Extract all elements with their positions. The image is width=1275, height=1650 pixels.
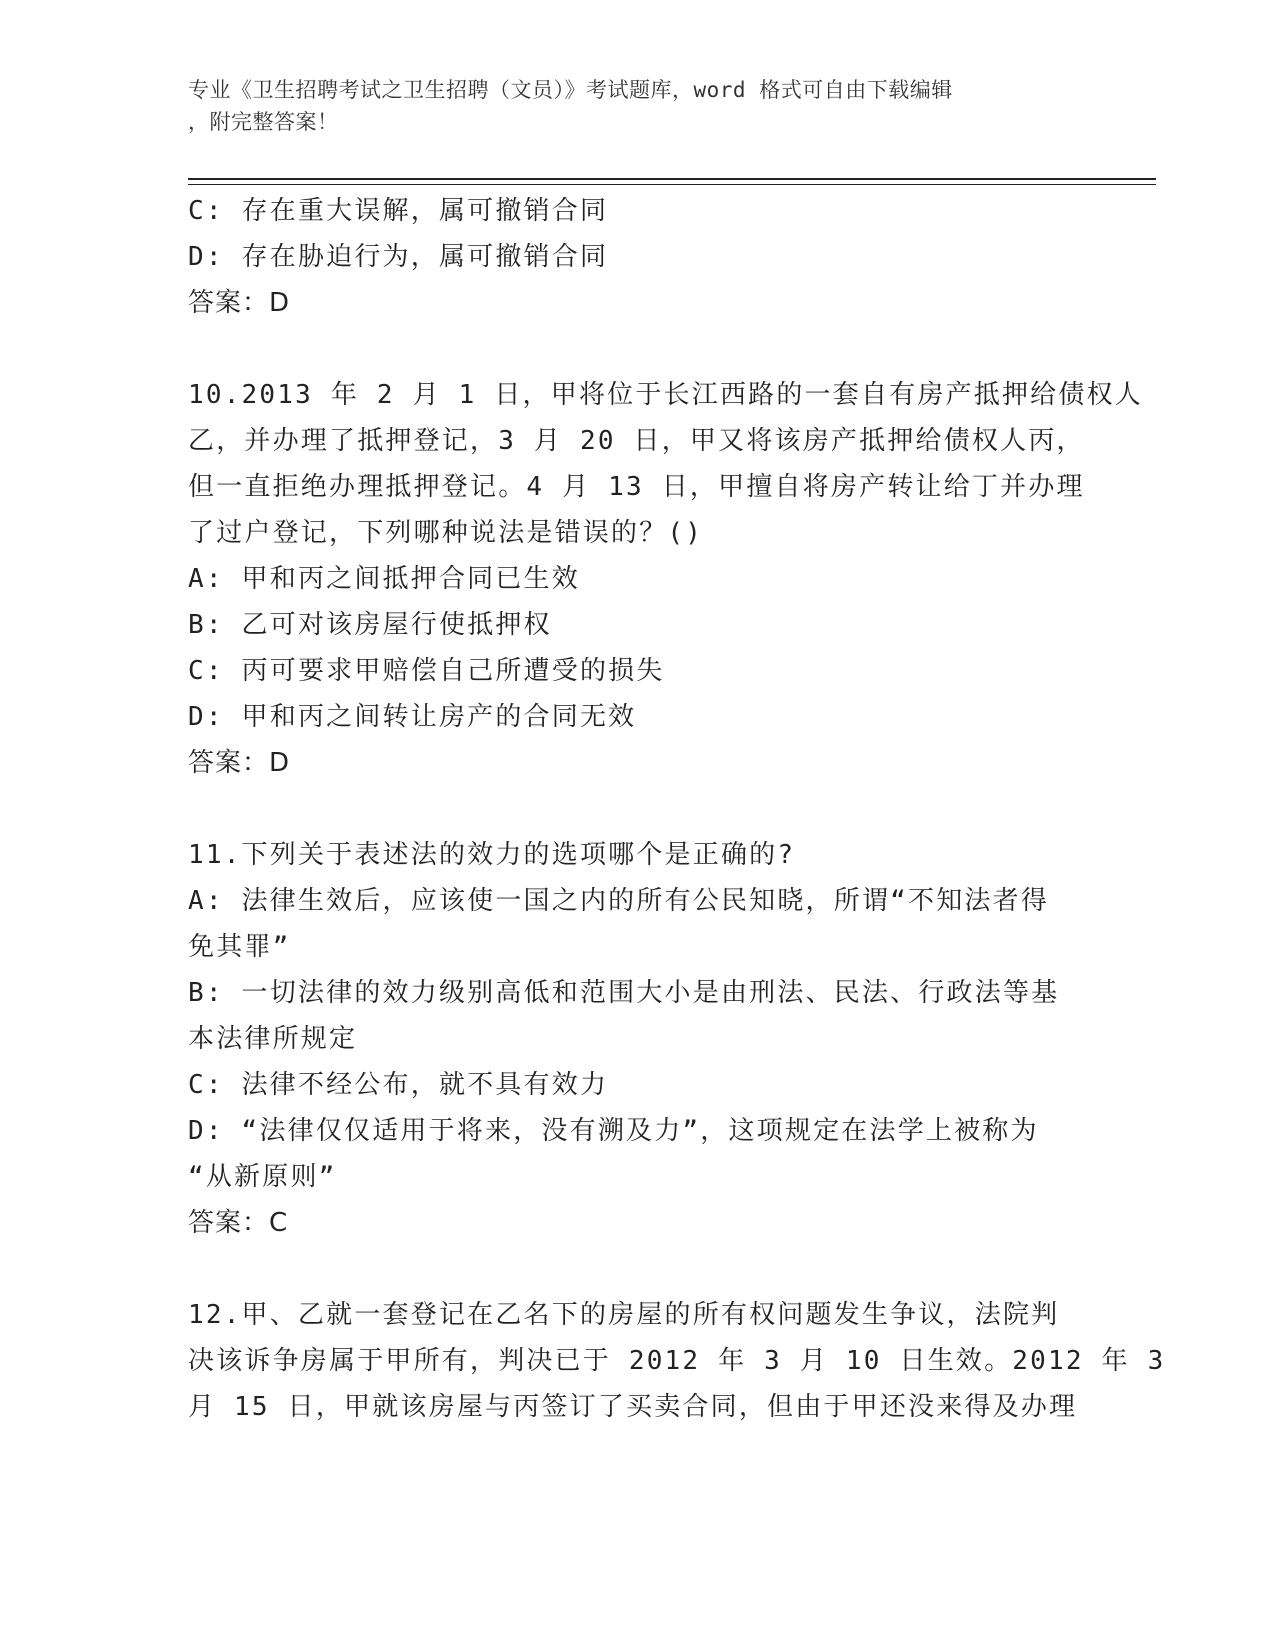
q11-option-c: C: 法律不经公布，就不具有效力 [188, 1070, 609, 1100]
q10-option-b: B: 乙可对该房屋行使抵押权 [188, 610, 552, 640]
spacer [188, 786, 1088, 832]
q10-stem-line-2: 乙，并办理了抵押登记，3 月 20 日，甲又将该房产抵押给债权人丙， [188, 426, 1085, 456]
prev-answer: 答案：D [188, 288, 291, 318]
header-line-2: ，附完整答案！ [188, 110, 339, 134]
question-content [188, 188, 1166, 1430]
q11-option-d-line-1: D: “法律仅仅适用于将来，没有溯及力”，这项规定在法学上被称为 [188, 1116, 1039, 1146]
q11-option-b-line-1: B: 一切法律的效力级别高低和范围大小是由刑法、民法、行政法等基 [188, 978, 1060, 1008]
q11-option-d-line-2: “从新原则” [188, 1162, 337, 1192]
header-divider-thick [188, 178, 1156, 180]
spacer [188, 1246, 1088, 1292]
document-header [188, 74, 1068, 138]
q10-option-a: A: 甲和丙之间抵押合同已生效 [188, 564, 580, 594]
q10-stem-line-3: 但一直拒绝办理抵押登记。4 月 13 日，甲擅自将房产转让给丁并办理 [188, 472, 1085, 502]
q10-option-c: C: 丙可要求甲赔偿自己所遭受的损失 [188, 656, 665, 686]
q10-stem-line-4: 了过户登记，下列哪种说法是错误的？() [188, 518, 704, 548]
q12-stem-line-3: 月 15 日，甲就该房屋与丙签订了买卖合同，但由于甲还没来得及办理 [188, 1392, 1078, 1422]
header-line-1: 专业《卫生招聘考试之卫生招聘（文员）》考试题库，word 格式可自由下载编辑 [188, 78, 953, 102]
q11-answer: 答案：C [188, 1208, 289, 1238]
q10-stem-line-1: 10.2013 年 2 月 1 日，甲将位于长江西路的一套自有房产抵押给债权人 [188, 380, 1143, 410]
q11-option-b-line-2: 本法律所规定 [188, 1024, 358, 1054]
q11-stem: 11.下列关于表述法的效力的选项哪个是正确的? [188, 840, 796, 870]
header-divider-thin [188, 184, 1156, 185]
prev-option-c: C: 存在重大误解，属可撤销合同 [188, 196, 609, 226]
q10-option-d: D: 甲和丙之间转让房产的合同无效 [188, 702, 637, 732]
q10-answer: 答案：D [188, 748, 291, 778]
q12-stem-line-1: 12.甲、乙就一套登记在乙名下的房屋的所有权问题发生争议，法院判 [188, 1300, 1060, 1330]
prev-option-d: D: 存在胁迫行为，属可撤销合同 [188, 242, 609, 272]
q11-option-a-line-2: 免其罪” [188, 932, 291, 962]
q11-option-a-line-1: A: 法律生效后，应该使一国之内的所有公民知晓，所谓“不知法者得 [188, 886, 1050, 916]
q12-stem-line-2: 决该诉争房属于甲所有，判决已于 2012 年 3 月 10 日生效。2012 年 3 [188, 1346, 1166, 1376]
spacer [188, 326, 1088, 372]
